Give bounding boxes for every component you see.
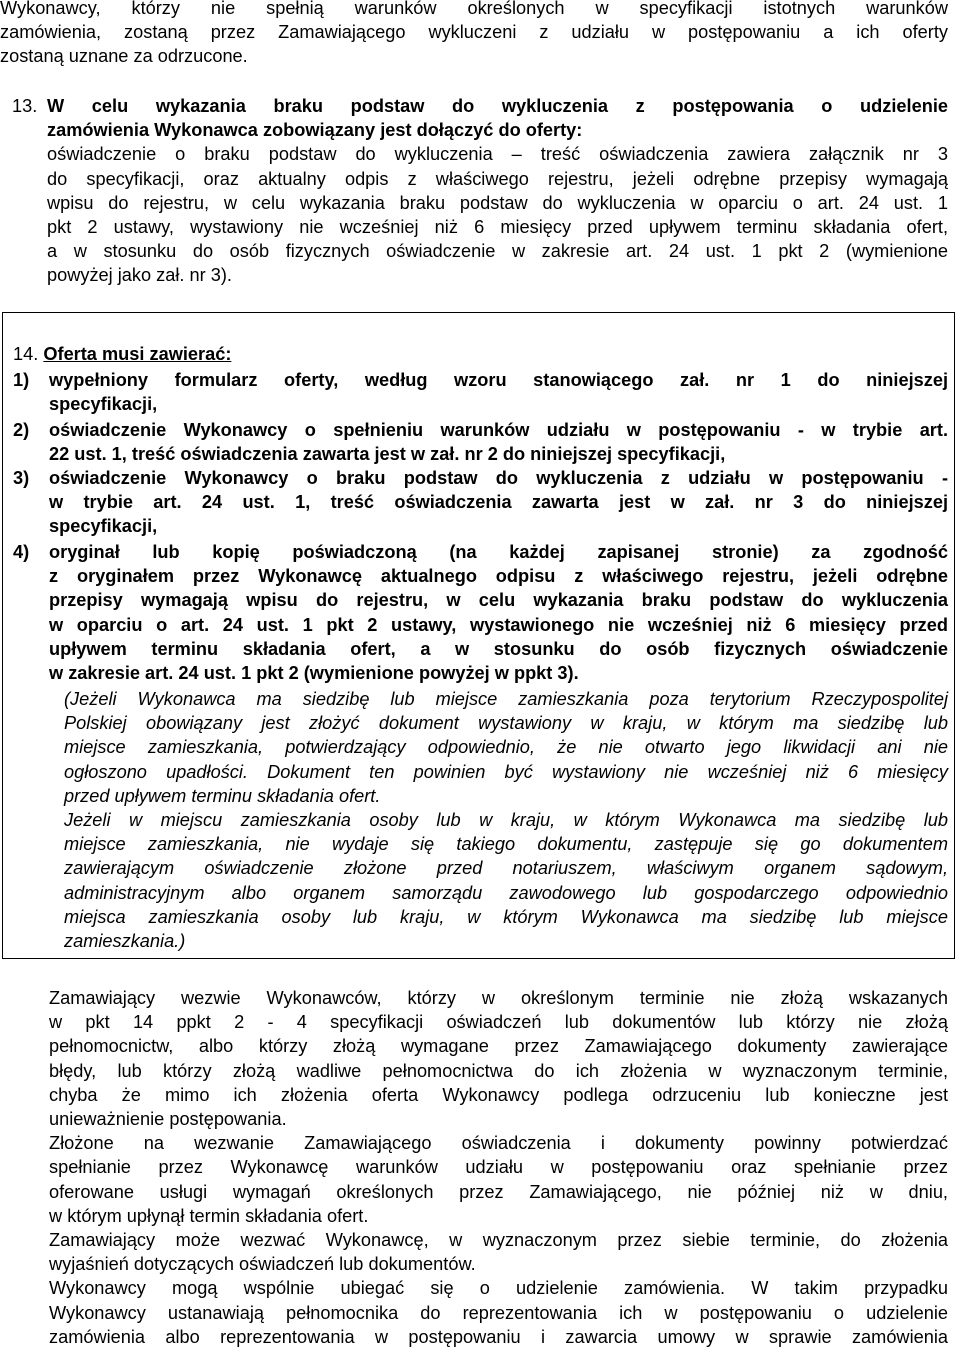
- text-line: ogłoszono upadłości. Dokument ten powinien być wystawiony nie wcześniej niż 6 miesięcy: [64, 761, 948, 782]
- list-item: [13, 368, 948, 416]
- text-line: przed upływem terminu składania ofert.: [64, 785, 381, 806]
- text-line: Jeżeli w miejscu zamieszkania osoby lub w kraju, w którym Wykonawca ma siedzibę lub: [64, 810, 948, 831]
- text-line: w pkt 14 ppkt 2 - 4 specyfikacji oświadczeń lub dokumentów lub którzy nie złożą: [49, 1012, 948, 1033]
- text-line: chyba że mimo ich złożenia oferta Wykonawcy podlega odrzuceniu lub konieczne jest: [49, 1084, 948, 1105]
- text-line: z oryginałem przez Wykonawcę aktualnego odpisu z właściwego rejestru, jeżeli odrębne: [49, 566, 948, 587]
- text-line: oryginał lub kopię poświadczoną (na każdej zapisanej stronie) za zgodność: [49, 542, 948, 562]
- text-line: upływem terminu składania ofert, a w stosunku do osób fizycznych oświadczenie: [49, 638, 948, 659]
- list-item: [13, 466, 948, 539]
- text-line: Zamawiający wezwie Wykonawców, którzy w określonym terminie nie złożą wskazanych: [49, 988, 948, 1008]
- text-line: oświadczenie Wykonawcy o spełnieniu warunków udziału w postępowaniu - w trybie art.: [49, 420, 948, 440]
- text-line: w zakresie art. 24 ust. 1 pkt 2 (wymienione powyżej w ppkt 3).: [49, 663, 579, 684]
- text-line: specyfikacji,: [49, 516, 158, 537]
- text-line: powyżej jako zał. nr 3).: [47, 265, 232, 286]
- text-line: w trybie art. 24 ust. 1, treść oświadczenia zawarta jest w zał. nr 3 do niniejszej: [49, 492, 948, 513]
- note-paragraph: [64, 687, 948, 953]
- text-line: (Jeżeli Wykonawca ma siedzibę lub miejsce zamieszkania poza terytorium Rzeczypospolitej: [64, 689, 948, 709]
- list-item: [13, 540, 948, 685]
- list-item-number: 1): [13, 370, 30, 390]
- text-line: administracyjnym albo organem samorządu zawodowego lub gospodarczego odpowiednio: [64, 882, 948, 903]
- intro-paragraph: [0, 0, 948, 69]
- text-line: błędy, lub którzy złożą wadliwe pełnomocnictwa do ich złożenia w wyznaczonym terminie,: [49, 1060, 948, 1081]
- text-line: wypełniony formularz oferty, według wzoru stanowiącego zał. nr 1 do niniejszej: [49, 370, 948, 390]
- section-13: [0, 94, 948, 288]
- section-number: 14.: [13, 344, 39, 364]
- list-item: [13, 418, 948, 466]
- text-line: Wykonawcy, którzy nie spełnią warunków określonych w specyfikacji istotnych warunków: [0, 0, 948, 18]
- list-item-number: 4): [13, 542, 30, 562]
- text-line: a w stosunku do osób fizycznych oświadczenie w zakresie art. 24 ust. 1 pkt 2 (wymienione: [47, 241, 948, 262]
- text-line: specyfikacji,: [49, 394, 158, 415]
- text-line: miejsca zamieszkania osoby lub kraju, w którym Wykonawca ma siedzibę lub miejsce: [64, 906, 948, 927]
- text-line: zamówienia, zostaną przez Zamawiającego wykluczeni z udziału w postępowaniu a ich oferty: [0, 22, 948, 43]
- text-line: wpisu do rejestru, w celu wykazania braku podstaw do wykluczenia w oparciu o art. 24 ust. 1: [47, 192, 948, 213]
- text-line: przepisy wymagają wpisu do rejestru, w celu wykazania braku podstaw do wykluczenia: [49, 590, 948, 611]
- text-line: wyjaśnień dotyczących oświadczeń lub dokumentów.: [49, 1254, 476, 1275]
- section-14-title: [13, 342, 231, 366]
- list-item-number: 3): [13, 468, 30, 488]
- text-line: pełnomocnictw, albo którzy złożą wymagane przez Zamawiającego dokumenty zawierające: [49, 1036, 948, 1057]
- text-line: Polskiej obowiązany jest złożyć dokument wystawiony w kraju, w którym ma siedzibę lub: [64, 713, 948, 734]
- text-line: Wykonawcy ustanawiają pełnomocnika do reprezentowania ich w postępowaniu o udzielenie: [49, 1302, 948, 1323]
- text-line: pkt 2 ustawy, wystawiony nie wcześniej niż 6 miesięcy przed upływem terminu składania ofert,: [47, 217, 948, 238]
- text-line: oświadczenie Wykonawcy o braku podstaw do wykluczenia z udziału w postępowaniu -: [49, 468, 948, 488]
- text-line: Wykonawcy mogą wspólnie ubiegać się o udzielenie zamówienia. W takim przypadku: [49, 1278, 948, 1299]
- section-title: Oferta musi zawierać:: [43, 344, 232, 364]
- list-item-number: 2): [13, 420, 30, 440]
- section-heading-line: zamówienia Wykonawca zobowiązany jest dołączyć do oferty:: [47, 120, 583, 141]
- text-line: w którym upłynął termin składania ofert.: [49, 1205, 369, 1226]
- closing-paragraphs: [49, 986, 948, 1349]
- text-line: miejsce zamieszkania, potwierdzający odpowiednio, że nie otwarto jego likwidacji ani nie: [64, 737, 948, 758]
- text-line: miejsce zamieszkania, nie wydaje się takiego dokumentu, zastępuje się go dokumentem: [64, 834, 948, 855]
- text-line: w oparciu o art. 24 ust. 1 pkt 2 ustawy, wystawionego nie wcześniej niż 6 miesięcy przed: [49, 614, 948, 635]
- text-line: zawierającym oświadczenie złożone przed notariuszem, właściwym organem sądowym,: [64, 858, 948, 879]
- text-line: spełnianie przez Wykonawcę warunków udziału w postępowaniu oraz spełnianie przez: [49, 1157, 948, 1178]
- text-line: oferowane usługi wymagań określonych przez Zamawiającego, nie później niż w dniu,: [49, 1181, 948, 1202]
- section-heading-line: W celu wykazania braku podstaw do wykluczenia z postępowania o udzielenie: [47, 96, 948, 116]
- text-line: oświadczenie o braku podstaw do wykluczenia – treść oświadczenia zawiera załącznik nr 3: [47, 144, 948, 165]
- section-number: 13.: [12, 96, 38, 116]
- text-line: Złożone na wezwanie Zamawiającego oświadczenia i dokumenty powinny potwierdzać: [49, 1133, 948, 1154]
- text-line: do specyfikacji, oraz aktualny odpis z właściwego rejestru, jeżeli odrębne przepisy wymagają: [47, 168, 948, 189]
- text-line: Zamawiający może wezwać Wykonawcę, w wyznaczonym przez siebie terminie, do złożenia: [49, 1230, 948, 1251]
- text-line: zamieszkania.): [64, 931, 186, 952]
- text-line: 22 ust. 1, treść oświadczenia zawarta jest w zał. nr 2 do niniejszej specyfikacji,: [49, 444, 726, 465]
- text-line: zostaną uznane za odrzucone.: [0, 46, 248, 67]
- text-line: unieważnienie postępowania.: [49, 1109, 287, 1130]
- text-line: zamówienia albo reprezentowania w postępowaniu i zawarcia umowy w sprawie zamówienia: [49, 1326, 948, 1347]
